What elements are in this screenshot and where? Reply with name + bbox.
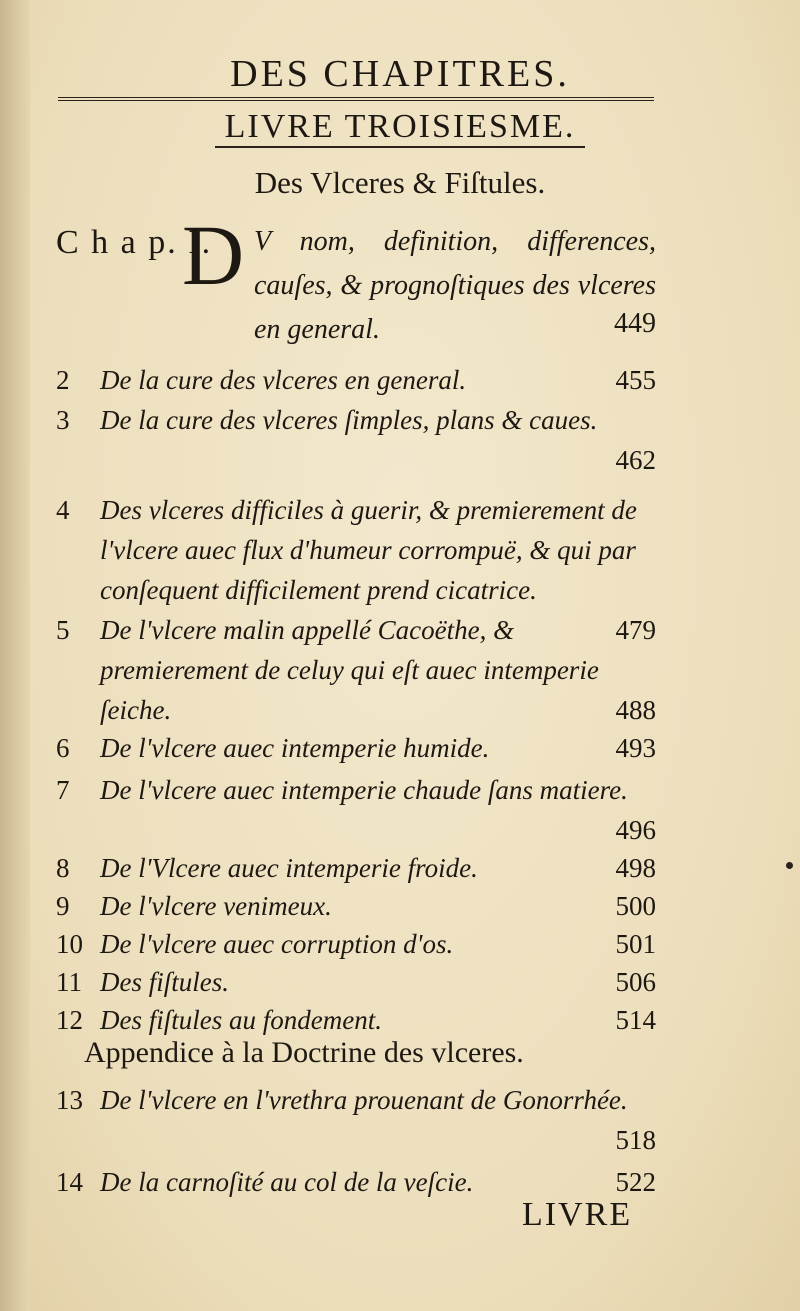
- entry-title: De l'vlcere auec intemperie humide.: [100, 733, 490, 763]
- chapter-1-page: 449: [614, 308, 656, 339]
- toc-entry: [56, 848, 656, 888]
- entry-title: De l'vlcere venimeux.: [100, 891, 332, 921]
- toc-entry: [56, 962, 656, 1002]
- entry-page: 522: [615, 1167, 656, 1197]
- entry-title: De la carnoſité au col de la veſcie.: [100, 1167, 474, 1197]
- entry-page: 518: [615, 1125, 656, 1155]
- entry-page: 462: [615, 445, 656, 475]
- toc-entry: [56, 360, 656, 400]
- entry-number: 14: [56, 1167, 83, 1197]
- entry-number: 12: [56, 1005, 83, 1035]
- entry-page: 501: [615, 929, 656, 959]
- entry-number: 10: [56, 929, 83, 959]
- entry-number: 3: [56, 405, 70, 435]
- entry-page: 488: [615, 695, 656, 725]
- entry-title: De l'Vlcere auec intemperie froide.: [100, 853, 478, 883]
- entry-page: 455: [615, 365, 656, 395]
- entry-number: 7: [56, 775, 70, 805]
- entry-number: 6: [56, 733, 70, 763]
- book-title: LIVRE TROISIESME.: [0, 108, 800, 148]
- entry-title: De l'vlcere auec intemperie chaude ſans matiere.: [100, 775, 628, 805]
- entry-number: 5: [56, 615, 70, 645]
- toc-entry: [56, 1080, 656, 1164]
- entry-title: De la cure des vlceres en general.: [100, 365, 467, 395]
- entry-number: 2: [56, 365, 70, 395]
- toc-entry: [56, 1000, 656, 1040]
- entry-page: 506: [615, 967, 656, 997]
- appendix-heading: Appendice à la Doctrine des vlceres.: [84, 1036, 524, 1069]
- entry-page: 498: [615, 853, 656, 883]
- entry-title: Des vlceres difficiles à guerir, & premierement de l'vlcere auec flux d'humeur corrompuë, & qui par conſequent difficilement prend cicatrice.: [100, 495, 637, 605]
- ink-spot: [786, 862, 793, 869]
- catchword: LIVRE: [522, 1196, 633, 1233]
- toc-entry: [56, 610, 656, 734]
- entry-number: 9: [56, 891, 70, 921]
- entry-number: 4: [56, 495, 70, 525]
- toc-entry: [56, 400, 656, 484]
- entry-title: Des fiſtules au fondement.: [100, 1005, 382, 1035]
- entry-number: 11: [56, 967, 82, 997]
- header-rule: [58, 97, 654, 101]
- running-title: DES CHAPITRES.: [230, 53, 570, 95]
- drop-cap-initial: D: [182, 207, 245, 303]
- section-title: Des Vlceres & Fiſtules.: [254, 165, 546, 200]
- entry-page: 493: [615, 733, 656, 763]
- entry-title: De la cure des vlceres ſimples, plans & caues.: [100, 405, 598, 435]
- chapter-1-title: V nom, definition, differences, cauſes, & prognoſtiques des vlceres en general.: [254, 226, 656, 345]
- entry-page: 496: [615, 815, 656, 845]
- entry-number: 13: [56, 1085, 83, 1115]
- entry-page: 479: [615, 615, 656, 645]
- toc-entry: [56, 924, 656, 964]
- entry-title: De l'vlcere malin appellé Cacoëthe, & premierement de celuy qui eſt auec intemperie ſeiche.: [100, 615, 599, 725]
- chapter-1-entry: [56, 207, 656, 352]
- entry-page: 514: [615, 1005, 656, 1035]
- toc-entry: [56, 728, 656, 768]
- entry-title: De l'vlcere auec corruption d'os.: [100, 929, 454, 959]
- entry-number: 8: [56, 853, 70, 883]
- toc-entry: [56, 770, 656, 854]
- entry-title: De l'vlcere en l'vrethra prouenant de Gonorrhée.: [100, 1085, 628, 1115]
- entry-title: Des fiſtules.: [100, 967, 229, 997]
- entry-page: 500: [615, 891, 656, 921]
- chapter-label: C h a p. I.: [56, 224, 213, 261]
- toc-entry: [56, 886, 656, 926]
